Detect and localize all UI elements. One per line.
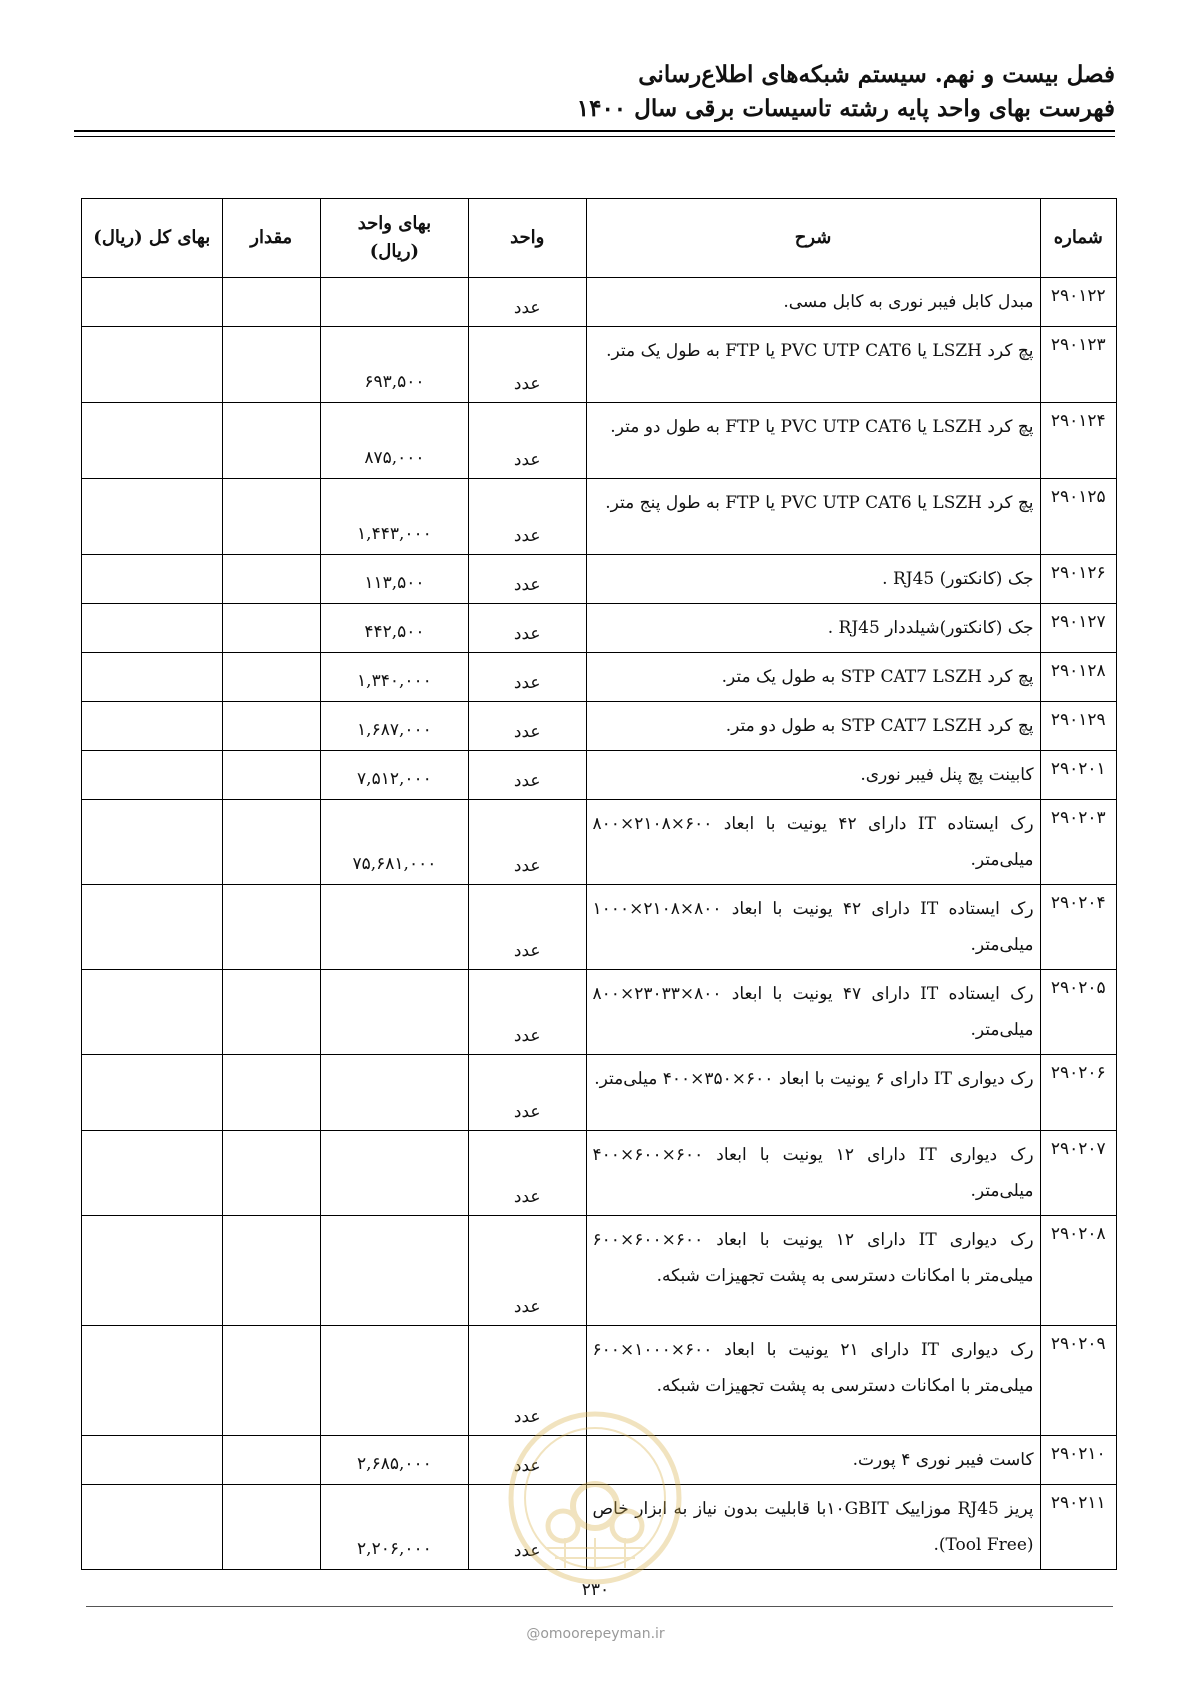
row-description: پچ کرد LSZH یا PVC UTP CAT6 یا FTP به طول پنج متر. [586,479,1040,555]
row-unit-price: ۲,۶۸۵,۰۰۰ [320,1436,468,1485]
row-unit: عدد [468,1326,586,1436]
row-description: پچ کرد LSZH یا PVC UTP CAT6 یا FTP به طول دو متر. [586,403,1040,479]
row-number: ۲۹۰۲۰۵ [1040,970,1116,1055]
row-description: پچ کرد LSZH یا PVC UTP CAT6 یا FTP به طول یک متر. [586,327,1040,403]
row-total [82,479,223,555]
row-quantity [222,970,320,1055]
row-unit: عدد [468,751,586,800]
row-unit-price: ۱,۳۴۰,۰۰۰ [320,653,468,702]
row-unit: عدد [468,1131,586,1216]
row-unit-price [320,970,468,1055]
table-row [82,327,1117,403]
row-quantity [222,327,320,403]
header-unit: واحد [468,199,586,278]
row-description: رک ایستاده IT دارای ۴۲ یونیت با ابعاد ۶۰۰×۲۱۰۸×۸۰۰ میلی‌متر. [586,800,1040,885]
row-description: رک دیواری IT دارای ۶ یونیت با ابعاد ۶۰۰×۳۵۰×۴۰۰ میلی‌متر. [586,1055,1040,1131]
header-rule-thick [74,130,1115,132]
row-description: رک دیواری IT دارای ۲۱ یونیت با ابعاد ۶۰۰×۱۰۰۰×۶۰۰ میلی‌متر با امکانات دسترسی به پشت تجهیزات شبکه. [586,1326,1040,1436]
row-number: ۲۹۰۲۰۶ [1040,1055,1116,1131]
row-total [82,327,223,403]
row-unit: عدد [468,1436,586,1485]
table-row [82,1436,1117,1485]
table-header-row [82,199,1117,278]
row-unit-price [320,278,468,327]
row-description: پچ کرد STP CAT7 LSZH به طول دو متر. [586,702,1040,751]
row-description: جک (کانکتور)شیلددار RJ45 . [586,604,1040,653]
row-unit: عدد [468,403,586,479]
row-unit-price: ۴۴۲,۵۰۰ [320,604,468,653]
row-quantity [222,1436,320,1485]
website-watermark: @omoorepeyman.ir [526,1626,665,1642]
row-description: رک دیواری IT دارای ۱۲ یونیت با ابعاد ۶۰۰×۶۰۰×۶۰۰ میلی‌متر با امکانات دسترسی به پشت تجهیزات شبکه. [586,1216,1040,1326]
header-quantity: مقدار [222,199,320,278]
row-number: ۲۹۰۲۰۸ [1040,1216,1116,1326]
row-unit: عدد [468,1216,586,1326]
row-quantity [222,479,320,555]
row-number: ۲۹۰۱۲۲ [1040,278,1116,327]
table-row [82,278,1117,327]
row-unit: عدد [468,970,586,1055]
row-quantity [222,1216,320,1326]
row-number: ۲۹۰۱۲۳ [1040,327,1116,403]
row-description: رک ایستاده IT دارای ۴۷ یونیت با ابعاد ۸۰۰×۲۳۰۳۳×۸۰۰ میلی‌متر. [586,970,1040,1055]
row-unit: عدد [468,653,586,702]
row-description: رک دیواری IT دارای ۱۲ یونیت با ابعاد ۶۰۰×۶۰۰×۴۰۰ میلی‌متر. [586,1131,1040,1216]
row-quantity [222,1055,320,1131]
row-quantity [222,800,320,885]
table-row [82,751,1117,800]
row-total [82,555,223,604]
row-quantity [222,885,320,970]
row-number: ۲۹۰۲۰۴ [1040,885,1116,970]
row-quantity [222,1131,320,1216]
row-quantity [222,1485,320,1570]
header-number: شماره [1040,199,1116,278]
footer-rule [86,1606,1113,1607]
table-row [82,604,1117,653]
row-unit-price: ۱,۴۴۳,۰۰۰ [320,479,468,555]
row-number: ۲۹۰۱۲۵ [1040,479,1116,555]
row-unit: عدد [468,885,586,970]
row-description: رک ایستاده IT دارای ۴۲ یونیت با ابعاد ۸۰۰×۲۱۰۸×۱۰۰۰ میلی‌متر. [586,885,1040,970]
table-row [82,1131,1117,1216]
row-description: کاست فیبر نوری ۴ پورت. [586,1436,1040,1485]
row-description: کابینت پچ پنل فیبر نوری. [586,751,1040,800]
row-total [82,885,223,970]
row-quantity [222,653,320,702]
row-number: ۲۹۰۲۰۹ [1040,1326,1116,1436]
row-total [82,751,223,800]
row-quantity [222,1326,320,1436]
row-total [82,1216,223,1326]
row-total [82,653,223,702]
row-unit: عدد [468,555,586,604]
row-total [82,278,223,327]
table-row [82,1216,1117,1326]
row-total [82,970,223,1055]
row-unit-price: ۷۵,۶۸۱,۰۰۰ [320,800,468,885]
header-rule-thin [74,136,1115,137]
row-quantity [222,751,320,800]
row-unit: عدد [468,604,586,653]
row-unit: عدد [468,1485,586,1570]
row-total [82,1055,223,1131]
table-row [82,885,1117,970]
header-description: شرح [586,199,1040,278]
table-row [82,1326,1117,1436]
row-unit: عدد [468,327,586,403]
row-number: ۲۹۰۲۰۳ [1040,800,1116,885]
row-total [82,1485,223,1570]
row-total [82,403,223,479]
row-quantity [222,555,320,604]
price-table [81,198,1117,1570]
row-number: ۲۹۰۲۱۰ [1040,1436,1116,1485]
row-unit: عدد [468,479,586,555]
row-total [82,702,223,751]
row-number: ۲۹۰۱۲۷ [1040,604,1116,653]
header-unit-price: بهای واحد (ریال) [320,199,468,278]
row-unit-price: ۱,۶۸۷,۰۰۰ [320,702,468,751]
row-total [82,800,223,885]
row-number: ۲۹۰۲۱۱ [1040,1485,1116,1570]
row-unit-price [320,1055,468,1131]
chapter-title: فصل بیست و نهم. سیستم شبکه‌های اطلاع‌رسانی [638,61,1115,88]
row-total [82,604,223,653]
row-unit-price [320,1131,468,1216]
row-number: ۲۹۰۱۲۴ [1040,403,1116,479]
row-total [82,1131,223,1216]
row-quantity [222,278,320,327]
page-header [74,58,1115,126]
row-unit: عدد [468,800,586,885]
row-total [82,1326,223,1436]
row-number: ۲۹۰۱۲۸ [1040,653,1116,702]
table-row [82,479,1117,555]
page-number: ۲۳۰ [581,1580,610,1600]
row-number: ۲۹۰۱۲۹ [1040,702,1116,751]
row-unit-price: ۱۱۳,۵۰۰ [320,555,468,604]
table-row [82,653,1117,702]
row-unit-price [320,1216,468,1326]
row-unit-price: ۷,۵۱۲,۰۰۰ [320,751,468,800]
row-description: مبدل کابل فیبر نوری به کابل مسی. [586,278,1040,327]
header-total: بهای کل (ریال) [82,199,223,278]
row-unit-price: ۲,۲۰۶,۰۰۰ [320,1485,468,1570]
row-number: ۲۹۰۲۰۱ [1040,751,1116,800]
document-title: فهرست بهای واحد پایه رشته تاسیسات برقی سال ۱۴۰۰ [576,95,1115,122]
row-unit-price: ۸۷۵,۰۰۰ [320,403,468,479]
table-row [82,1485,1117,1570]
row-description: جک (کانکتور) RJ45 . [586,555,1040,604]
table-row [82,970,1117,1055]
table-row [82,403,1117,479]
table-row [82,1055,1117,1131]
row-quantity [222,604,320,653]
row-unit-price [320,885,468,970]
row-unit: عدد [468,702,586,751]
row-unit: عدد [468,1055,586,1131]
row-description: پچ کرد STP CAT7 LSZH به طول یک متر. [586,653,1040,702]
row-unit: عدد [468,278,586,327]
row-total [82,1436,223,1485]
row-number: ۲۹۰۲۰۷ [1040,1131,1116,1216]
row-quantity [222,702,320,751]
table-row [82,702,1117,751]
row-unit-price: ۶۹۳,۵۰۰ [320,327,468,403]
table-row [82,555,1117,604]
row-description: پریز RJ45 موزاییک ۱۰GBITبا قابلیت بدون نیاز به ابزار خاص (Tool Free). [586,1485,1040,1570]
table-row [82,800,1117,885]
row-unit-price [320,1326,468,1436]
row-number: ۲۹۰۱۲۶ [1040,555,1116,604]
row-quantity [222,403,320,479]
